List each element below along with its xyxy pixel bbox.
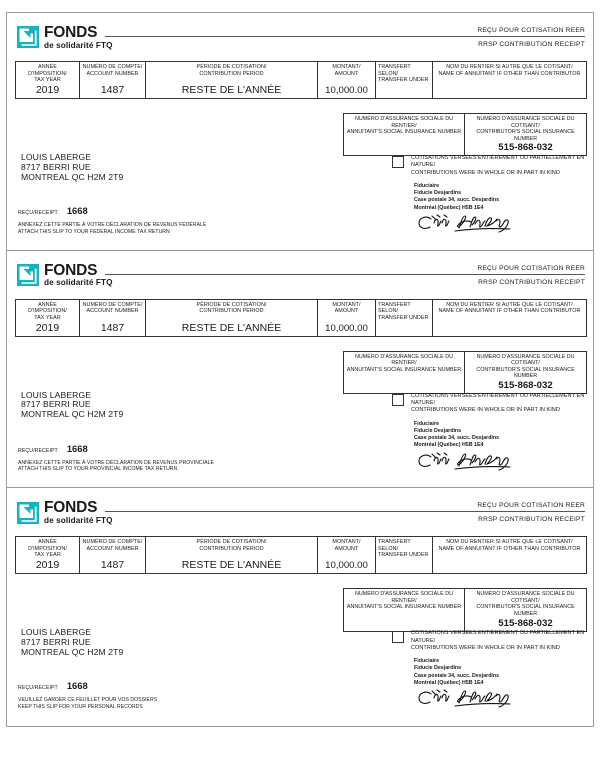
in-kind-label-fr: COTISATIONS VERSÉES ENTIÈREMENT OU PARTIELLEMENT EN NATURE/: [411, 630, 585, 644]
sin-header-contributor-en: CONTRIBUTOR'S SOCIAL INSURANCE NUMBER: [476, 604, 575, 617]
column-contribution-period: [146, 62, 318, 98]
in-kind-label-en: CONTRIBUTIONS WERE IN WHOLE OR IN PART IN KIND: [411, 169, 560, 176]
column-header-amount-en: AMOUNT: [334, 70, 359, 77]
column-amount: [318, 537, 376, 573]
copy-instruction-fr: ANNEXEZ CETTE PARTIE À VOTRE DÉCLARATION DE REVENUS FÉDÉRALE: [18, 222, 207, 228]
column-header-amount-fr: MONTANT/: [332, 64, 361, 70]
receipt-type-heading: [375, 263, 585, 285]
ftq-arrow-logo-icon: [17, 26, 39, 48]
column-header-annuitant-fr: NOM DU RENTIER SI AUTRE QUE LE COTISANT/: [446, 539, 573, 546]
in-kind-label-en: CONTRIBUTIONS WERE IN WHOLE OR IN PART IN KIND: [411, 407, 560, 414]
column-header-tax-year-en: TAX YEAR: [34, 314, 61, 321]
column-header-account-fr: NUMÉRO DE COMPTE/: [82, 64, 143, 70]
brand-logo: [17, 263, 113, 288]
column-header-account-en: ACCOUNT NUMBER: [86, 308, 139, 315]
copy-instruction-en: ATTACH THIS SLIP TO YOUR FEDERAL INCOME TAX RETURN: [18, 228, 170, 235]
recipient-street: 8717 BERRI RUE: [21, 636, 91, 647]
recipient-street: 8717 BERRI RUE: [21, 161, 91, 172]
column-transfer-under: [376, 300, 433, 336]
value-tax-year: 2019: [35, 559, 60, 572]
brand-wordmark: [44, 500, 113, 525]
column-header-period-en: CONTRIBUTION PERIOD: [199, 545, 264, 552]
value-contributor-sin: 515-868-032: [498, 617, 553, 629]
copy-instruction-federal: [18, 222, 206, 235]
trustee-name: Fiducie Desjardins: [414, 665, 462, 672]
brand-wordmark: [44, 25, 113, 50]
rrsp-receipt-document: [6, 12, 594, 727]
trustee-signature: [415, 688, 525, 710]
column-header-tax-year-fr: ANNÉE D'IMPOSITION/: [28, 539, 67, 552]
trustee-block: [414, 658, 499, 687]
brand-logo: [17, 500, 113, 525]
in-kind-checkbox-row[interactable]: [392, 393, 593, 415]
recipient-city-line: MONTREAL QC H2M 2T9: [21, 409, 124, 420]
column-contribution-period: [146, 537, 318, 573]
value-amount: 10,000.00: [325, 560, 368, 572]
trustee-signature: [415, 451, 525, 473]
sin-header-annuitant-fr: NUMÉRO D'ASSURANCE SOCIALE DU RENTIER/: [354, 591, 454, 604]
column-amount: [318, 300, 376, 336]
sin-header-contributor-fr: NUMÉRO D'ASSURANCE SOCIALE DU COTISANT/: [476, 353, 575, 367]
column-header-tax-year-fr: ANNÉE D'IMPOSITION/: [28, 301, 67, 315]
recipient-address-block: [21, 153, 123, 182]
receipt-number-block: [18, 680, 88, 691]
column-amount: [318, 62, 376, 98]
trustee-address: Case postale 34, succ. Desjardins: [414, 672, 500, 679]
recipient-city-line: MONTREAL QC H2M 2T9: [21, 646, 124, 657]
column-header-annuitant-en: NAME OF ANNUITANT IF OTHER THAN CONTRIBUTOR: [438, 70, 581, 77]
value-amount: 10,000.00: [325, 85, 368, 96]
ftq-arrow-logo-icon: [17, 264, 39, 286]
receipt-number-label: REÇU/RECEIPT: [18, 685, 58, 692]
recipient-name: LOUIS LABERGE: [21, 627, 92, 638]
slip-header: [7, 488, 593, 534]
sin-header-annuitant-en: ANNUITANT'S SOCIAL INSURANCE NUMBER: [346, 129, 462, 136]
column-header-annuitant-fr: NOM DU RENTIER SI AUTRE QUE LE COTISANT/: [446, 64, 573, 70]
contribution-table: [15, 536, 587, 574]
receipt-number-label: REÇU/RECEIPT: [18, 210, 58, 216]
column-account-number: [80, 62, 146, 98]
in-kind-label: [411, 155, 593, 177]
column-tax-year: [16, 537, 80, 573]
brand-tagline: de solidarité FTQ: [44, 515, 113, 525]
contribution-table: [15, 61, 587, 99]
value-contributor-sin: 515-868-032: [498, 379, 553, 391]
sin-header-contributor-en: CONTRIBUTOR'S SOCIAL INSURANCE NUMBER: [476, 366, 575, 380]
column-header-account-en: ACCOUNT NUMBER: [86, 545, 139, 552]
column-header-account-en: ACCOUNT NUMBER: [86, 70, 139, 77]
column-account-number: [80, 537, 146, 573]
receipt-slip-provincial: [7, 251, 593, 489]
column-annuitant-name: [433, 537, 586, 573]
column-contributor-sin: [465, 114, 586, 155]
column-annuitant-sin: [344, 114, 465, 155]
value-annuitant-name: [435, 96, 584, 97]
brand-name: FONDS: [44, 261, 98, 279]
in-kind-label: [411, 630, 593, 652]
column-header-tax-year-fr: ANNÉE D'IMPOSITION/: [28, 64, 67, 77]
column-annuitant-name: [433, 300, 586, 336]
in-kind-label: [411, 393, 593, 415]
column-header-annuitant-fr: NOM DU RENTIER SI AUTRE QUE LE COTISANT/: [446, 301, 573, 308]
column-transfer-under: [376, 537, 433, 573]
value-tax-year: 2019: [35, 84, 60, 96]
column-header-annuitant-en: NAME OF ANNUITANT IF OTHER THAN CONTRIBUTOR: [438, 545, 581, 552]
recipient-address-block: [21, 628, 123, 657]
slip-header: [7, 251, 593, 297]
column-contribution-period: [146, 300, 318, 336]
column-header-amount-en: AMOUNT: [334, 308, 359, 315]
value-amount: 10,000.00: [325, 322, 368, 334]
trustee-city: Montréal (Québec) H5B 1E4: [414, 679, 484, 686]
receipt-slip-personal: [7, 488, 593, 726]
brand-name: FONDS: [44, 499, 98, 517]
column-header-annuitant-en: NAME OF ANNUITANT IF OTHER THAN CONTRIBUTOR: [438, 308, 581, 315]
column-header-account-fr: NUMÉRO DE COMPTE/: [82, 539, 143, 546]
recipient-name: LOUIS LABERGE: [21, 152, 92, 162]
copy-instruction-provincial: [18, 460, 214, 473]
receipt-type-fr: REÇU POUR COTISATION REER: [477, 502, 585, 510]
column-contributor-sin: [465, 589, 586, 630]
column-annuitant-sin: [344, 352, 465, 393]
recipient-city-line: MONTREAL QC H2M 2T9: [21, 171, 124, 182]
value-contribution-period: RESTE DE L'ANNÉE: [181, 321, 282, 334]
column-header-amount-fr: MONTANT/: [332, 301, 361, 308]
sin-header-contributor-en: CONTRIBUTOR'S SOCIAL INSURANCE NUMBER: [476, 129, 575, 142]
brand-name: FONDS: [44, 24, 98, 41]
in-kind-label-fr: COTISATIONS VERSÉES ENTIÈREMENT OU PARTIELLEMENT EN NATURE/: [411, 155, 585, 169]
value-contribution-period: RESTE DE L'ANNÉE: [181, 559, 282, 572]
recipient-address-block: [21, 391, 123, 420]
column-header-account-fr: NUMÉRO DE COMPTE/: [82, 301, 143, 308]
copy-instruction-personal: [18, 697, 157, 710]
receipt-number-label: REÇU/RECEIPT: [18, 447, 58, 454]
trustee-address: Case postale 34, succ. Desjardins: [414, 197, 500, 204]
column-header-amount-fr: MONTANT/: [332, 539, 361, 546]
column-header-period-fr: PÉRIODE DE COTISATION/: [196, 539, 267, 546]
contribution-table: [15, 299, 587, 337]
value-transfer-under: [378, 96, 430, 97]
value-tax-year: 2019: [35, 321, 60, 334]
in-kind-checkbox-row[interactable]: [392, 630, 593, 652]
in-kind-checkbox[interactable]: [392, 156, 404, 168]
trustee-role: Fiduciaire: [414, 420, 440, 427]
sin-table: [343, 113, 587, 156]
receipt-number-value: 1668: [66, 205, 88, 216]
receipt-number-block: [18, 205, 88, 216]
receipt-type-heading: [375, 500, 585, 522]
sin-header-annuitant-en: ANNUITANT'S SOCIAL INSURANCE NUMBER: [346, 366, 462, 373]
trustee-name: Fiducie Desjardins: [414, 427, 462, 434]
column-annuitant-sin: [344, 589, 465, 630]
copy-instruction-fr: VEUILLEZ GARDER CE FEUILLET POUR VOS DOSSIERS: [18, 697, 158, 704]
in-kind-checkbox-row[interactable]: [392, 155, 593, 177]
column-tax-year: [16, 300, 80, 336]
receipt-number-value: 1668: [66, 442, 88, 454]
sin-header-annuitant-en: ANNUITANT'S SOCIAL INSURANCE NUMBER: [346, 604, 462, 611]
sin-table: [343, 588, 587, 631]
column-tax-year: [16, 62, 80, 98]
receipt-type-fr: REÇU POUR COTISATION REER: [477, 264, 585, 272]
column-account-number: [80, 300, 146, 336]
value-transfer-under: [378, 334, 430, 335]
column-header-transfer-fr: TRANSFERT SELON/: [378, 64, 411, 77]
receipt-number-value: 1668: [66, 680, 88, 692]
value-annuitant-name: [435, 571, 584, 572]
trustee-role: Fiduciaire: [414, 658, 440, 665]
slip-header: [7, 13, 593, 59]
recipient-name: LOUIS LABERGE: [21, 389, 92, 400]
sin-header-contributor-fr: NUMÉRO D'ASSURANCE SOCIALE DU COTISANT/: [476, 116, 575, 129]
trustee-signature: [415, 213, 525, 235]
brand-wordmark: [44, 263, 113, 288]
column-transfer-under: [376, 62, 433, 98]
receipt-number-block: [18, 443, 88, 454]
column-header-period-fr: PÉRIODE DE COTISATION/: [196, 301, 267, 308]
column-header-transfer-fr: TRANSFERT SELON/: [378, 539, 411, 552]
ftq-arrow-logo-icon: [17, 502, 39, 524]
column-contributor-sin: [465, 352, 586, 393]
receipt-type-en: RRSP CONTRIBUTION RECEIPT: [478, 516, 585, 524]
value-annuitant-name: [435, 334, 584, 335]
value-transfer-under: [378, 571, 430, 572]
value-account-number: 1487: [100, 559, 125, 572]
column-header-period-en: CONTRIBUTION PERIOD: [199, 308, 264, 315]
value-contribution-period: RESTE DE L'ANNÉE: [181, 84, 282, 96]
recipient-street: 8717 BERRI RUE: [21, 399, 91, 410]
trustee-city: Montréal (Québec) H5B 1E4: [414, 204, 484, 211]
trustee-city: Montréal (Québec) H5B 1E4: [414, 442, 484, 449]
copy-instruction-en: ATTACH THIS SLIP TO YOUR PROVINCIAL INCOME TAX RETURN: [18, 466, 178, 473]
copy-instruction-en: KEEP THIS SLIP FOR YOUR PERSONAL RECORDS: [18, 703, 143, 710]
sin-header-annuitant-fr: NUMÉRO D'ASSURANCE SOCIALE DU RENTIER/: [354, 353, 454, 367]
in-kind-checkbox[interactable]: [392, 631, 404, 643]
column-header-transfer-en: TRANSFER UNDER: [378, 77, 429, 84]
receipt-type-fr: REÇU POUR COTISATION REER: [477, 27, 585, 34]
column-header-tax-year-en: TAX YEAR: [34, 552, 61, 559]
receipt-type-heading: [375, 25, 585, 47]
column-header-transfer-en: TRANSFER UNDER: [378, 314, 429, 321]
receipt-type-en: RRSP CONTRIBUTION RECEIPT: [478, 278, 585, 286]
column-header-period-en: CONTRIBUTION PERIOD: [199, 70, 264, 77]
column-header-transfer-fr: TRANSFERT SELON/: [378, 301, 411, 315]
column-annuitant-name: [433, 62, 586, 98]
sin-header-annuitant-fr: NUMÉRO D'ASSURANCE SOCIALE DU RENTIER/: [354, 116, 454, 129]
brand-tagline: de solidarité FTQ: [44, 278, 113, 288]
receipt-type-en: RRSP CONTRIBUTION RECEIPT: [478, 41, 585, 48]
trustee-role: Fiduciaire: [414, 183, 440, 189]
brand-logo: [17, 25, 113, 50]
in-kind-checkbox[interactable]: [392, 394, 404, 406]
column-header-transfer-en: TRANSFER UNDER: [378, 552, 429, 559]
value-account-number: 1487: [100, 321, 125, 334]
in-kind-label-en: CONTRIBUTIONS WERE IN WHOLE OR IN PART IN KIND: [411, 645, 560, 651]
column-header-tax-year-en: TAX YEAR: [34, 77, 61, 84]
trustee-name: Fiducie Desjardins: [414, 190, 462, 197]
column-header-period-fr: PÉRIODE DE COTISATION/: [196, 64, 267, 70]
trustee-block: [414, 183, 499, 212]
trustee-block: [414, 421, 499, 450]
column-header-amount-en: AMOUNT: [334, 545, 359, 552]
brand-tagline: de solidarité FTQ: [44, 40, 113, 50]
sin-header-contributor-fr: NUMÉRO D'ASSURANCE SOCIALE DU COTISANT/: [476, 591, 575, 604]
receipt-slip-federal: [7, 13, 593, 251]
value-account-number: 1487: [100, 84, 125, 96]
value-contributor-sin: 515-868-032: [498, 142, 553, 154]
in-kind-label-fr: COTISATIONS VERSÉES ENTIÈREMENT OU PARTIELLEMENT EN NATURE/: [411, 392, 585, 406]
sin-table: [343, 351, 587, 394]
trustee-address: Case postale 34, succ. Desjardins: [414, 435, 500, 441]
copy-instruction-fr: ANNEXEZ CETTE PARTIE À VOTRE DÉCLARATION DE REVENUS PROVINCIALE: [18, 459, 214, 466]
